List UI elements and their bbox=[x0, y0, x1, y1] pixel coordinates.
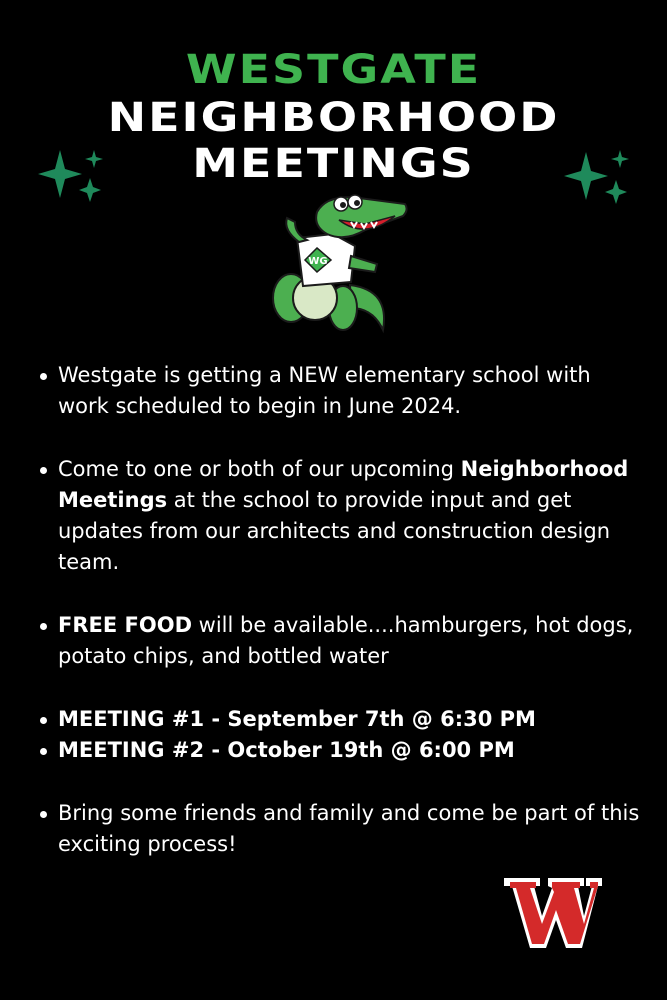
list-item bbox=[36, 454, 646, 578]
bullet-invite-pre: Come to one or both of our upcoming bbox=[58, 457, 461, 481]
title-meetings: MEETINGS bbox=[192, 139, 475, 187]
bullet-invite-post: at the school to provide input and get updates from our architects and construction design team. bbox=[58, 488, 611, 574]
list-item bbox=[36, 798, 646, 860]
sparkles-right-icon bbox=[564, 148, 636, 206]
list-item bbox=[36, 735, 646, 766]
list-item bbox=[36, 360, 646, 422]
bullet-closing: Bring some friends and family and come be part of this exciting process! bbox=[58, 801, 640, 856]
bullet-meeting-1: MEETING #1 - September 7th @ 6:30 PM bbox=[58, 707, 536, 731]
list-item bbox=[36, 704, 646, 735]
westgate-w-logo-icon bbox=[500, 872, 604, 954]
sparkles-left-icon bbox=[38, 146, 110, 204]
mascot-shirt-text: WG bbox=[308, 256, 328, 267]
bullet-new-school: Westgate is getting a NEW elementary school with work scheduled to begin in June 2024. bbox=[58, 363, 591, 418]
bullet-food-bold: FREE FOOD bbox=[58, 613, 192, 637]
gator-mascot-icon bbox=[255, 190, 415, 340]
info-list bbox=[36, 360, 646, 860]
bullet-invite-bold: Neighborhood Meetings bbox=[58, 457, 629, 512]
title-neighborhood: NEIGHBORHOOD bbox=[107, 93, 560, 141]
bullet-food-post: will be available....hamburgers, hot dogs, potato chips, and bottled water bbox=[58, 613, 634, 668]
title-westgate: WESTGATE bbox=[185, 45, 482, 93]
list-item bbox=[36, 610, 646, 672]
bullet-meeting-2: MEETING #2 - October 19th @ 6:00 PM bbox=[58, 738, 515, 762]
